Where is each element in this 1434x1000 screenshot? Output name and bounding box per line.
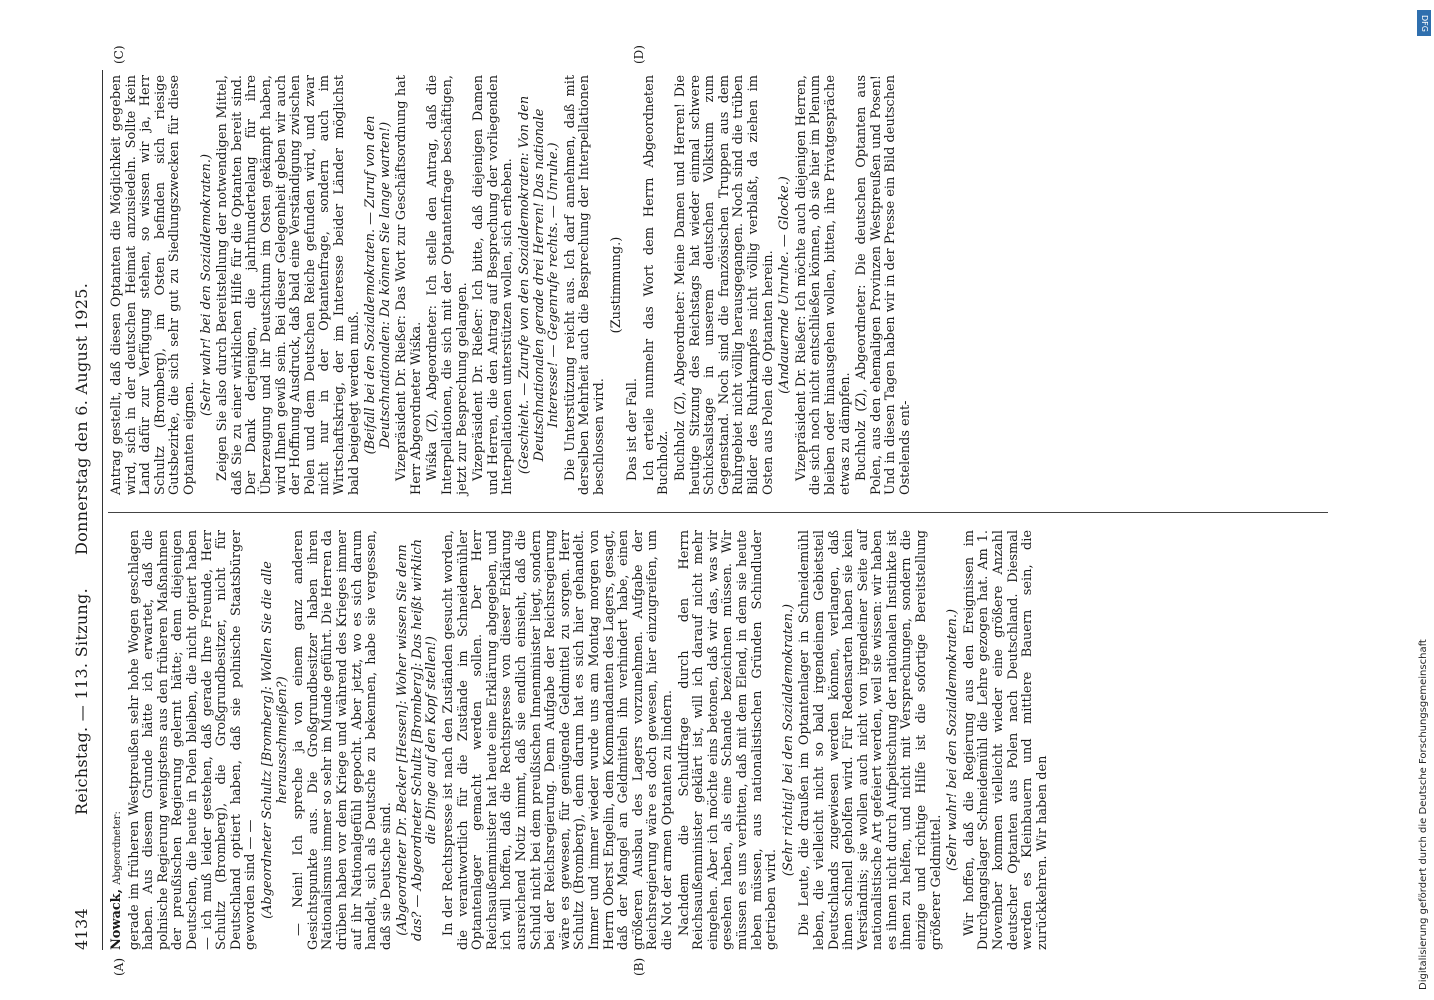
left-column	[110, 530, 1052, 950]
paragraph: In der Rechtspresse ist nach den Zuständen gesucht worden, die verantwortlich für die Zustände im Schneidemühler Optantenlager gemacht werden sollen. Der Herr Reichsaußenminister hat heute eine Erklärung abgegeben, und ich will hoffen, daß die Rechtspresse von dieser Erklärung ausreichend Notiz nimmt, daß sie endlich einsieht, daß die Schuld nicht bei dem preußischen Innenminister liegt, sondern bei der Reichsregierung. Denn Aufgabe der Reichsregierung wäre es gewesen, für genügende Geldmittel zu sorgen. Herr Schultz (Bromberg), denn darum hat es sich hier gehandelt. Immer und immer wieder wurde uns am Montag morgen von Herrn Oberst Engelin, dem Kommandanten des Lagers, gesagt, daß der Mangel an Geldmitteln ihn verhindert habe, einen größeren Ausbau des Lagers vorzunehmen. Aufgabe der Reichsregierung wäre es doch gewesen, hier einzugreifen, um die Not der armen Optanten zu lindern.	[441, 530, 675, 950]
right-column	[110, 75, 915, 495]
printed-page	[72, 45, 1372, 976]
column-divider	[108, 512, 1328, 513]
interjection: (Beifall bei den Sozialdemokraten. — Zuruf von den Deutschnationalen: Da können Sie lange warten!)	[363, 115, 393, 455]
page-number: 4134	[72, 908, 91, 950]
header-rule	[102, 70, 103, 950]
paragraph: — Nein! Ich spreche ja von einem ganz anderen Gesichtspunkte aus. Die Großgrundbesitzer haben ihren Nationalismus immer so sehr im Munde geführt. Die Herren da drüben haben vor dem Kriege und während des Krieges immer auf ihr Nationalgefühl gepocht. Aber jetzt, wo es sich darum handelt, sich als Deutsche zu bekennen, habe sie vergessen, daß sie Deutsche sind.	[291, 530, 394, 950]
interjection: (Andauernde Unruhe. — Glocke.)	[777, 176, 793, 394]
interjection: (Geschieht. — Zurufe von den Sozialdemokraten: Von den Deutschnationalen gerade drei Herren! Das nationale Interesse! — Gegenrufe rechts. — Unruhe.)	[517, 95, 562, 475]
speaker-name: Nowack,	[109, 888, 124, 950]
speaker-role: Abgeordneter:	[112, 811, 123, 885]
paragraph: Vizepräsident Dr. Rießer: Das Wort zur Geschäftsordnung hat Herr Abgeordneter Wiśka.	[394, 75, 424, 495]
paragraph: gerade im früheren Westpreußen sehr hohe Wogen geschlagen haben. Aus diesem Grunde hätte ich erwartet, daß die polnische Regierung wenigstens aus den früheren Maßnahmen der preußischen Regierung gelernt hätte; denn diejenigen Deutschen, die heute in Polen bleiben, die nicht optiert haben — ich muß leider gestehen, daß gerade Ihre Freunde, Herr Schultz (Bromberg), die Großgrundbesitzer, nicht für Deutschland optiert haben, daß sie polnische Staatsbürger geworden sind — —	[126, 530, 259, 950]
interjection: (Abgeordneter Dr. Becker [Hessen]: Woher wissen Sie denn das? — Abgeordneter Schultz [Bromberg]: Das heißt wirklich die Dinge auf den Kopf stellen!)	[395, 539, 440, 941]
interjection: (Abgeordneter Schultz [Bromberg]: Wollen Sie die alle herausschmeißen?)	[259, 561, 290, 919]
paragraph: Antrag gestellt, daß diesen Optanten die Möglichkeit gegeben wird, sich in der deutschen Heimat anzusiedeln. Sollte kein Land dafür zur Verfügung stehen, so wissen wir ja, Herr Schultz (Bromberg), im Osten befinden sich riesige Gutsbezirke, die sich sehr gut zu Siedlungszwecken für diese Optanten eignen.	[109, 75, 197, 495]
paragraph: Vizepräsident Dr. Rießer: Ich bitte, daß diejenigen Damen und Herren, die den Antrag auf Besprechung der vorliegenden Interpellationen unterstützen wollen, sich erheben.	[471, 75, 516, 495]
paragraph: Wiśka (Z), Abgeordneter: Ich stelle den Antrag, daß die Interpellationen, die sich mit der Optantenfrage beschäftigen, jetzt zur Besprechung gelangen.	[425, 75, 470, 495]
session-title: Reichstag. — 113. Sitzung.	[72, 588, 91, 815]
margin-marker-a: (A)	[112, 957, 126, 976]
margin-marker-c: (C)	[112, 45, 126, 64]
session-date: Donnerstag den 6. August 1925.	[72, 282, 91, 555]
margin-marker-b: (B)	[632, 957, 646, 976]
paragraph: Wir hoffen, daß die Regierung aus den Ereignissen im Durchgangslager Schneidemühl die Lehre gezogen hat. Am 1. November kommen vielleicht wieder eine größere Anzahl deutscher Optanten aus Polen nach Deutschland. Diesmal werden es Kleinbauern und mittlere Bauern sein, die zurückkehren. Wir haben den	[961, 530, 1050, 950]
dfg-logo: DFG	[1417, 10, 1431, 36]
interjection: (Zustimmung.)	[608, 236, 624, 334]
speaker-line	[110, 530, 126, 950]
margin-marker-d: (D)	[632, 45, 646, 64]
paragraph: Die Unterstützung reicht aus. Ich darf annehmen, daß mit derselben Mehrheit auch die Besprechung der Interpellationen beschlossen wird.	[562, 75, 607, 495]
funding-note: Digitalisierung gefördert durch die Deutsche Forschungsgemeinschaft	[1418, 639, 1429, 990]
paragraph: Zeigen Sie also durch Bereitstellung der notwendigen Mittel, daß Sie zu einer wirklichen Hilfe für die Optanten bereit sind. Der Dank derjenigen, die jahrhundertelang für ihre Überzeugung und ihr Deutschtum im Osten gekämpft haben, wird Ihnen gewiß sein. Bei dieser Gelegenheit geben wir auch der Hoffnung Ausdruck, daß bald eine Verständigung zwischen Polen und dem Deutschen Reiche gefunden wird, und zwar nicht nur in der Optantenfrage, sondern auch im Wirtschaftskrieg, der im Interesse beider Länder möglichst bald beigelegt werden muß.	[215, 75, 362, 495]
paragraph: Ich erteile nunmehr das Wort dem Herrn Abgeordneten Buchholz.	[641, 75, 672, 495]
running-head	[72, 70, 98, 950]
interjection: (Sehr wahr! bei den Sozialdemokraten.)	[198, 154, 214, 416]
paragraph: Buchholz (Z), Abgeordneter: Die deutschen Optanten aus Polen, aus den ehemaligen Provinzen Westpreußen und Posen! Und in diesen Tagen haben wir in der Presse ein Bild deutschen Ostelends ent-	[854, 75, 913, 495]
paragraph: Das ist der Fall.	[625, 378, 641, 481]
paragraph: Nachdem die Schuldfrage durch den Herrn Reichsaußenminister geklärt ist, will ich darauf nicht mehr eingehen. Aber ich möchte eins betonen, daß wir das, was wir gesehen haben, als eine Schande bezeichnen müssen. Wir müssen es uns verbitten, daß mit dem Elend, in dem sie heute leben müssen, aus nationalistischen Gründen Schindluder getrieben wird.	[676, 530, 780, 950]
paragraph: Buchholz (Z), Abgeordneter: Meine Damen und Herren! Die heutige Sitzung des Reichstags hat wieder einmal schwere Schicksalstage in unserem deutschen Volkstum zum Gegenstand. Noch sind die französischen Truppen aus dem Ruhrgebiet nicht völlig herausgegangen. Noch sind die trüben Bilder des Ruhrkampfes nicht völlig verblaßt, da ziehen im Osten aus Polen die Optanten herein.	[672, 75, 776, 495]
paragraph: Vizepräsident Dr. Rießer: Ich möchte auch diejenigen Herren, die sich noch nicht entschließen können, ob sie hier im Plenum bleiben oder hinausgehen wollen, bitten, ihre Privatgespräche etwas zu dämpfen.	[793, 75, 853, 495]
interjection: (Sehr richtig! bei den Sozialdemokraten.)	[780, 603, 796, 877]
paragraph: Die Leute, die draußen im Optantenlager in Schneidemühl leben, die vielleicht nicht so bald irgendeinem Gebietsteil Deutschlands zugewiesen werden können, verlangen, daß ihnen schnell geholfen wird. Für Redensarten haben sie kein Verständnis; sie wollen auch nicht von irgendeiner Seite auf nationalistische Art gefeiert werden, weil sie wissen: wir haben es ihnen nicht durch Aufpeitschung der nationalen Instinkte ist ihnen zu helfen, und nicht mit Versprechungen, sondern die einzige und richtige Hilfe ist die sofortige Bereitstellung größerer Geldmittel.	[797, 530, 944, 950]
interjection: (Sehr wahr! bei den Sozialdemokraten.)	[945, 609, 961, 871]
